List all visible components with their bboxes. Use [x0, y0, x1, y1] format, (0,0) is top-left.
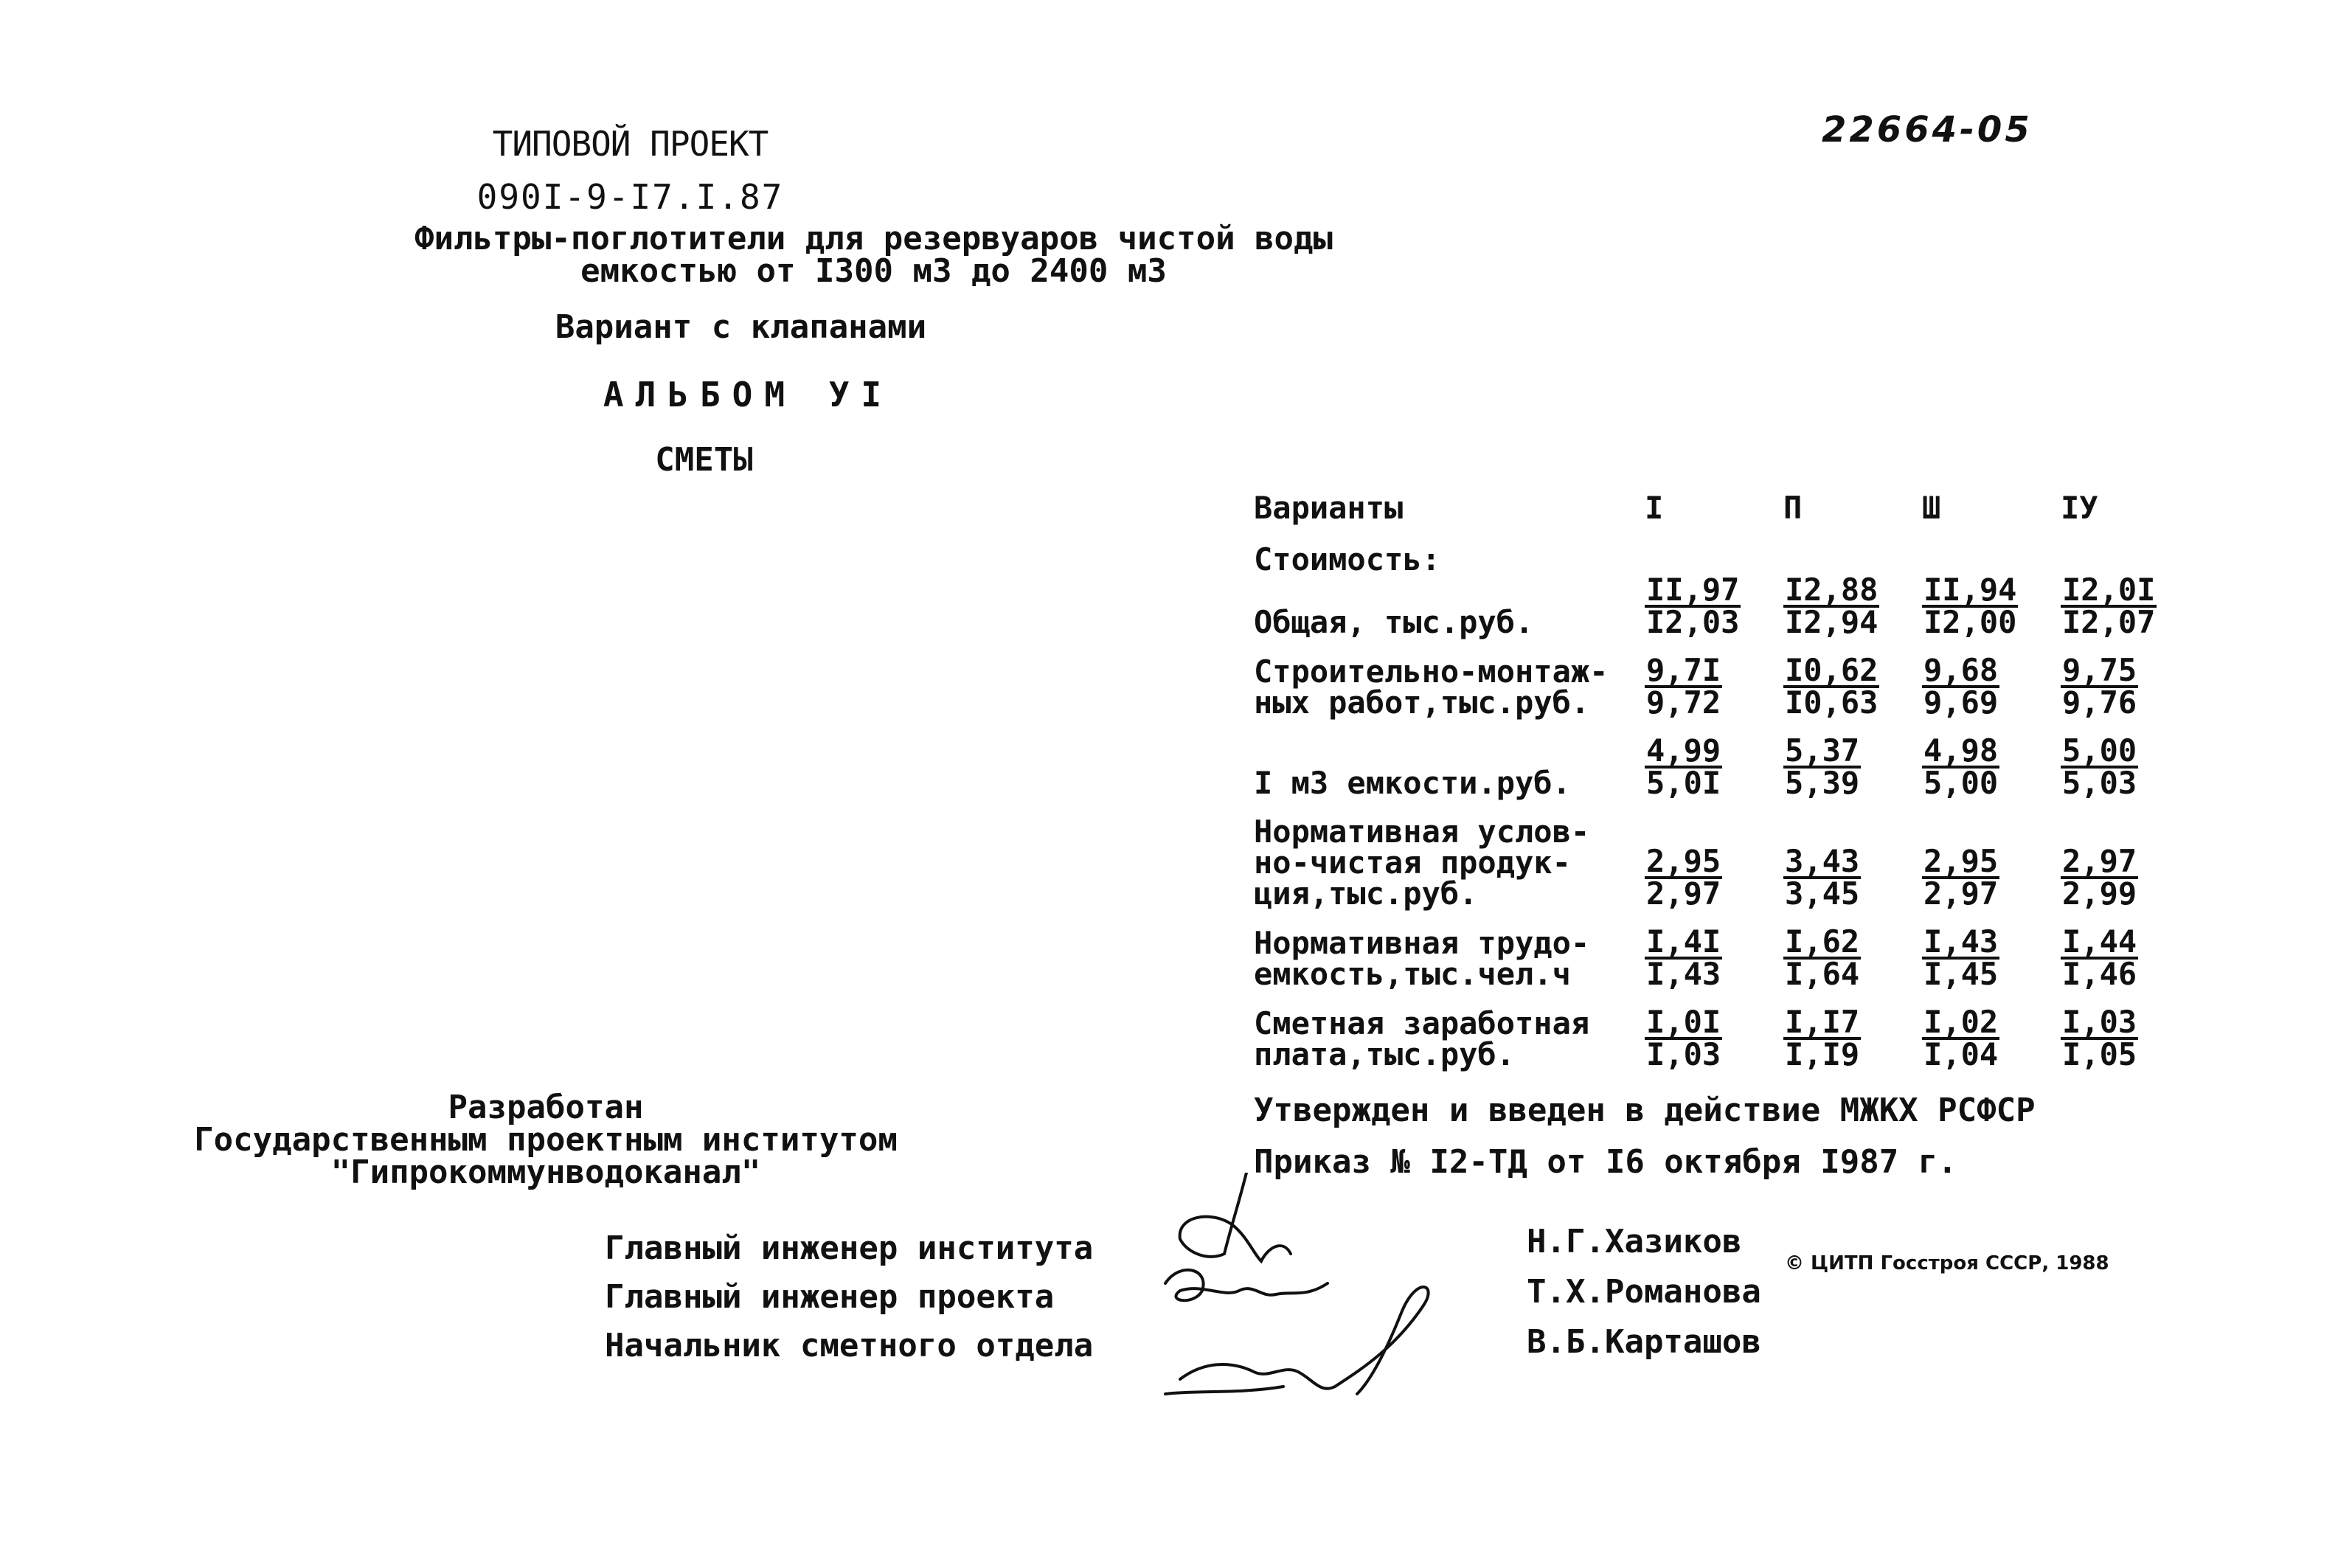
value-denominator: 9,76 — [2062, 684, 2137, 721]
project-subtitle-line1: Фильтры-поглотители для резервуаров чистой воды — [414, 220, 1333, 257]
cost-heading: Стоимость: — [1254, 541, 1440, 577]
order-text: Приказ № I2-ТД от I6 октября I987 г. — [1254, 1143, 1957, 1181]
developer-line2: Государственным проектным институтом — [194, 1121, 898, 1159]
value-fraction — [2061, 1004, 2138, 1072]
value-numerator: 5,00 — [2062, 732, 2137, 769]
value-fraction — [2061, 843, 2138, 912]
column-header: Ш — [1922, 490, 1941, 526]
column-header: IУ — [2061, 490, 2098, 526]
value-fraction — [2061, 732, 2138, 801]
table-header-row — [1254, 487, 2199, 544]
name-romanova: Т.Х.Романова — [1527, 1273, 1761, 1311]
value-fraction — [1645, 1004, 1722, 1072]
value-numerator: 9,68 — [1923, 652, 1999, 688]
role-chief-engineer-institute: Главный инженер института — [605, 1229, 1094, 1267]
value-numerator: I,44 — [2062, 923, 2137, 960]
value-numerator: I,43 — [1923, 923, 1999, 960]
project-subtitle-line2: емкостью от I300 м3 до 2400 м3 — [580, 252, 1167, 290]
page-title: ТИПОВОЙ ПРОЕКТ — [492, 124, 769, 164]
document-number: 22664-05 — [1822, 109, 2033, 150]
column-header: I — [1645, 490, 1664, 526]
value-numerator: 2,95 — [1646, 843, 1721, 879]
value-denominator: I,03 — [1646, 1036, 1721, 1072]
table-row-heading — [1254, 544, 2199, 575]
value-numerator: I,0I — [1646, 1004, 1721, 1040]
value-numerator: 2,97 — [2062, 843, 2137, 879]
row-label: I м3 емкости.руб. — [1254, 765, 1571, 801]
developer-line3: "Гипрокоммунводоканал" — [330, 1154, 761, 1191]
value-numerator: I2,88 — [1785, 572, 1879, 608]
value-denominator: I0,63 — [1785, 684, 1879, 721]
value-denominator: 2,97 — [1646, 875, 1721, 912]
table-row — [1254, 575, 2199, 638]
value-numerator: 9,7I — [1646, 652, 1721, 688]
value-fraction — [1922, 652, 1999, 721]
signatory-names — [1527, 1217, 1761, 1367]
row-label: Общая, тыс.руб. — [1254, 604, 1534, 640]
value-denominator: 9,72 — [1646, 684, 1721, 721]
value-fraction — [1783, 843, 1861, 912]
value-denominator: I,05 — [2062, 1036, 2137, 1072]
value-fraction — [1645, 923, 1722, 992]
copyright-notice: © ЦИТП Госстроя СССР, 1988 — [1785, 1252, 2109, 1274]
value-numerator: II,97 — [1646, 572, 1740, 608]
value-fraction — [1922, 1004, 1999, 1072]
value-numerator: I2,0I — [2062, 572, 2156, 608]
value-denominator: I,I9 — [1785, 1036, 1860, 1072]
value-fraction — [1922, 572, 2018, 640]
value-denominator: I,43 — [1646, 956, 1721, 992]
value-denominator: I,46 — [2062, 956, 2137, 992]
signatures-image — [1136, 1173, 1475, 1416]
value-denominator: 5,39 — [1785, 765, 1860, 801]
table-row — [1254, 816, 2199, 909]
value-fraction — [2061, 572, 2157, 640]
value-fraction — [2061, 652, 2138, 721]
row-label: Нормативная трудо- емкость,тыс.чел.ч — [1254, 925, 1590, 992]
row-label: Нормативная услов- но-чистая продук- ция,тыс.руб. — [1254, 814, 1590, 912]
row-label: Строительно-монтаж- ных работ,тыс.руб. — [1254, 653, 1609, 721]
approval-text: Утвержден и введен в действие МЖКХ РСФСР — [1254, 1092, 2036, 1129]
value-numerator: 4,98 — [1923, 732, 1999, 769]
value-denominator: I2,07 — [2062, 604, 2156, 640]
name-khazikov: Н.Г.Хазиков — [1527, 1223, 1742, 1260]
value-denominator: 5,0I — [1646, 765, 1721, 801]
developer-line1: Разработан — [448, 1089, 644, 1126]
value-numerator: 3,43 — [1785, 843, 1860, 879]
table-row — [1254, 736, 2199, 799]
cost-table — [1254, 487, 2199, 1070]
value-numerator: I,I7 — [1785, 1004, 1860, 1040]
value-numerator: I,03 — [2062, 1004, 2137, 1040]
value-denominator: 9,69 — [1923, 684, 1999, 721]
role-chief-engineer-project: Главный инженер проекта — [605, 1278, 1055, 1316]
value-numerator: II,94 — [1923, 572, 2017, 608]
value-fraction — [1783, 652, 1879, 721]
value-numerator: 4,99 — [1646, 732, 1721, 769]
album-title: АЛЬБОМ УI — [603, 375, 894, 414]
value-denominator: 2,97 — [1923, 875, 1999, 912]
value-numerator: I,62 — [1785, 923, 1860, 960]
section-title: СМЕТЫ — [655, 441, 753, 479]
value-fraction — [2061, 923, 2138, 992]
role-head-estimates-dept: Начальник сметного отдела — [605, 1327, 1094, 1364]
value-numerator: I,4I — [1646, 923, 1721, 960]
row-label: Сметная заработная плата,тыс.руб. — [1254, 1005, 1590, 1072]
value-numerator: I0,62 — [1785, 652, 1879, 688]
value-fraction — [1645, 732, 1722, 801]
value-denominator: I,45 — [1923, 956, 1999, 992]
value-denominator: 2,99 — [2062, 875, 2137, 912]
value-fraction — [1783, 923, 1861, 992]
variants-header: Варианты — [1254, 490, 1404, 526]
value-numerator: 2,95 — [1923, 843, 1999, 879]
table-row — [1254, 927, 2199, 990]
value-numerator: 5,37 — [1785, 732, 1860, 769]
column-header: П — [1783, 490, 1803, 526]
developer-block — [170, 1089, 922, 1191]
table-row — [1254, 1007, 2199, 1070]
value-denominator: I2,00 — [1923, 604, 2017, 640]
table-row — [1254, 656, 2199, 718]
value-fraction — [1645, 652, 1722, 721]
variant-note: Вариант с клапанами — [555, 308, 927, 346]
value-fraction — [1922, 843, 1999, 912]
value-denominator: I,64 — [1785, 956, 1860, 992]
value-fraction — [1783, 732, 1861, 801]
name-kartashov: В.Б.Карташов — [1527, 1323, 1761, 1361]
value-denominator: I2,03 — [1646, 604, 1740, 640]
project-code: 090I-9-I7.I.87 — [476, 177, 784, 217]
value-denominator: 5,00 — [1923, 765, 1999, 801]
value-fraction — [1645, 843, 1722, 912]
signatory-roles — [605, 1224, 1093, 1370]
value-fraction — [1645, 572, 1741, 640]
value-denominator: I2,94 — [1785, 604, 1879, 640]
value-denominator: 5,03 — [2062, 765, 2137, 801]
value-fraction — [1783, 1004, 1861, 1072]
value-numerator: 9,75 — [2062, 652, 2137, 688]
value-denominator: I,04 — [1923, 1036, 1999, 1072]
value-fraction — [1922, 923, 1999, 992]
value-numerator: I,02 — [1923, 1004, 1999, 1040]
value-denominator: 3,45 — [1785, 875, 1860, 912]
value-fraction — [1922, 732, 1999, 801]
value-fraction — [1783, 572, 1879, 640]
